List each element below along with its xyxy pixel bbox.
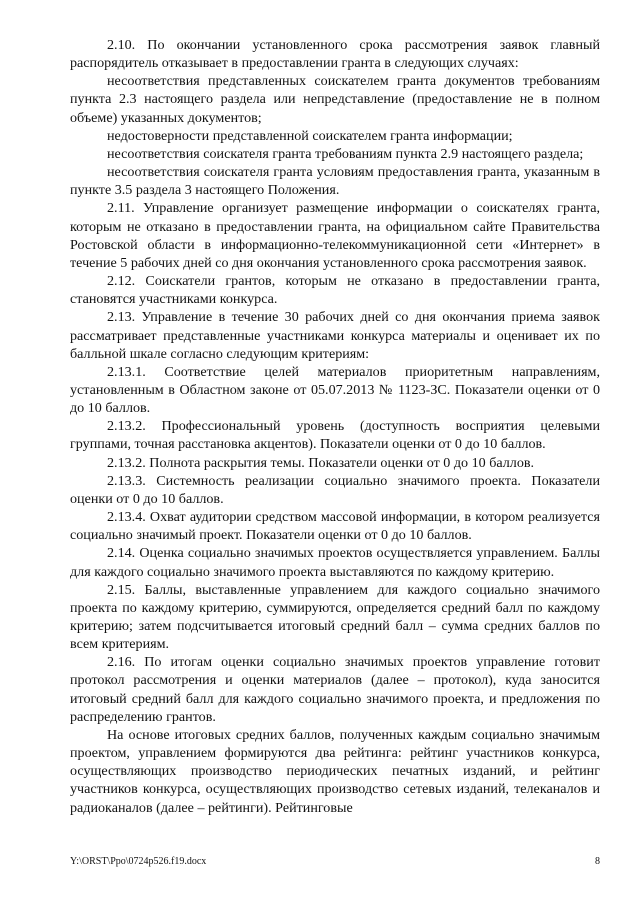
paragraph-2-12: 2.12. Соискатели грантов, которым не отказано в предоставлении гранта, становятся участниками конкурса.: [70, 273, 600, 308]
paragraph-2-13-2b: 2.13.2. Полнота раскрытия темы. Показатели оценки от 0 до 10 баллов.: [107, 454, 535, 471]
paragraph-2-11: 2.11. Управление организует размещение информации о соискателях гранта, которым не отказано в предоставлении гранта, на официальном сайте Правительства Ростовской области в информационно-телекоммуникационной сети «Интернет» в течение 5 рабочих дней со дня окончания установленного срока рассмотрения заявок.: [70, 200, 600, 271]
page-footer: [70, 856, 600, 867]
paragraph-2-13-2: 2.13.2. Профессиональный уровень (доступность восприятия целевыми группами, точная расстановка акцентов). Показатели оценки от 0 до 10 баллов.: [70, 418, 600, 453]
paragraph-2-13-3: 2.13.3. Системность реализации социально значимого проекта. Показатели оценки от 0 до 10 баллов.: [70, 472, 600, 507]
paragraph-2-16: 2.16. По итогам оценки социально значимых проектов управление готовит протокол рассмотрения и оценки материалов (далее – протокол), куда заносится итоговый средний балл для каждого социально значимого проекта, и предложения по распределению грантов.: [70, 654, 600, 725]
paragraph-2-10: 2.10. По окончании установленного срока рассмотрения заявок главный распорядитель отказывает в предоставлении гранта в следующих случаях:: [70, 37, 600, 72]
paragraph-2-10-item-4: несоответствия соискателя гранта условиям предоставления гранта, указанным в пункте 3.5 раздела 3 настоящего Положения.: [70, 164, 600, 199]
paragraph-2-15: 2.15. Баллы, выставленные управлением для каждого социально значимого проекта по каждому критерию, суммируются, определяется средний балл по каждому критерию; затем подсчитывается итоговый средний балл – сумма средних баллов по всем критериям.: [70, 581, 600, 653]
paragraph-2-10-item-1: несоответствия представленных соискателем гранта документов требованиям пункта 2.3 настоящего раздела или непредставление (предоставление не в полном объеме) указанных документов;: [70, 73, 600, 126]
document-page: [70, 36, 600, 817]
paragraph-2-13-1: 2.13.1. Соответствие целей материалов приоритетным направлениям, установленным в Областном законе от 05.07.2013 № 1123-ЗС. Показатели оценки от 0 до 10 баллов.: [70, 363, 600, 417]
paragraph-2-13: 2.13. Управление в течение 30 рабочих дней со дня окончания приема заявок рассматривает представленные участниками конкурса материалы и оценивает их по балльной шкале согласно следующим критериям:: [70, 309, 600, 362]
paragraph-2-14: 2.14. Оценка социально значимых проектов осуществляется управлением. Баллы для каждого социально значимого проекта выставляются по каждому критерию.: [70, 545, 600, 580]
paragraph-2-10-item-2: недостоверности представленной соискателем гранта информации;: [107, 127, 513, 144]
page-number: 8: [595, 856, 600, 867]
paragraph-ratings: На основе итоговых средних баллов, полученных каждым социально значимым проектом, управлением формируются два рейтинга: рейтинг участников конкурса, осуществляющих производство периодических печатных изданий, и рейтинг участников конкурса, осуществляющих производство сетевых изданий, телеканалов и радиоканалов (далее – рейтинги). Рейтинговые: [70, 726, 600, 816]
file-path: Y:\ORST\Ppo\0724p526.f19.docx: [70, 856, 207, 867]
paragraph-2-13-4: 2.13.4. Охват аудитории средством массовой информации, в котором реализуется социально значимый проект. Показатели оценки от 0 до 10 баллов.: [70, 509, 600, 544]
paragraph-2-10-item-3: несоответствия соискателя гранта требованиям пункта 2.9 настоящего раздела;: [107, 145, 584, 162]
